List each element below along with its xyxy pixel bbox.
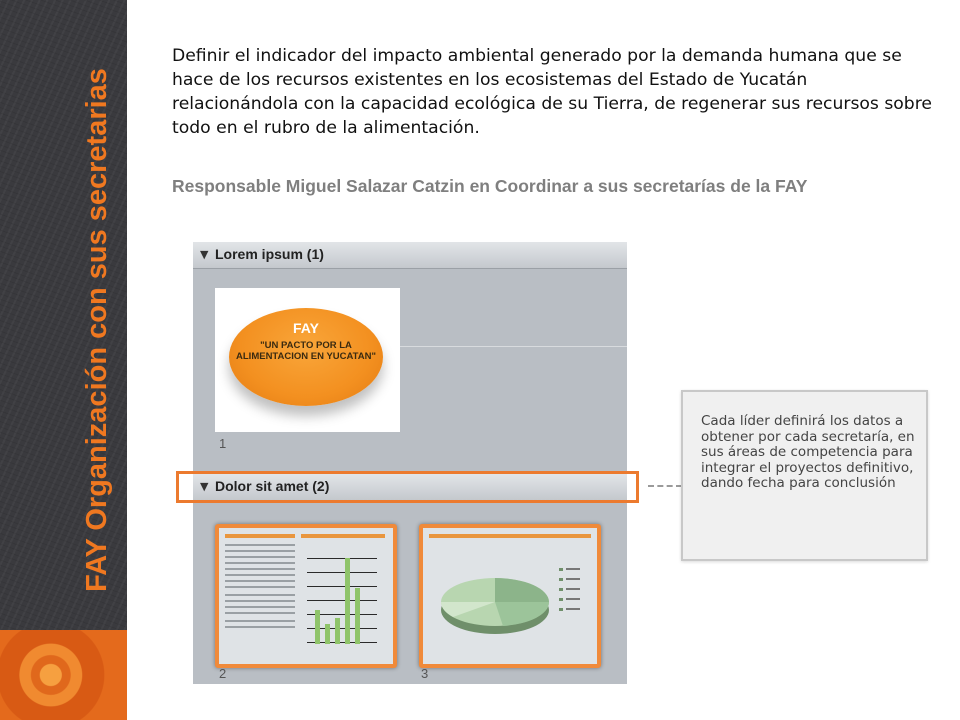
- slide-thumbnail-3[interactable]: [419, 524, 601, 668]
- callout-box: [681, 390, 928, 561]
- section-header-label: Lorem ipsum (1): [215, 246, 324, 262]
- pie-chart-thumbnail-icon: [423, 528, 597, 664]
- disclosure-triangle-icon[interactable]: ▼: [200, 480, 209, 493]
- disclosure-triangle-icon[interactable]: ▼: [200, 248, 209, 261]
- table-chart-thumbnail-icon: [219, 528, 393, 664]
- divider-line: [400, 346, 627, 347]
- slide-number: 1: [219, 436, 227, 451]
- fay-logo-slogan: "UN PACTO POR LA ALIMENTACION EN YUCATAN": [236, 340, 376, 362]
- section-highlight-frame: [176, 471, 639, 503]
- slide-thumbnail-2[interactable]: [215, 524, 397, 668]
- responsible-line: Responsable Miguel Salazar Catzin en Coordinar a sus secretarías de la FAY: [172, 176, 808, 196]
- sidebar-orange-decoration: [0, 630, 127, 720]
- section-header-label: Dolor sit amet (2): [215, 478, 330, 494]
- left-sidebar: [0, 0, 127, 720]
- fay-logo-word: FAY: [293, 320, 319, 336]
- sidebar-title: FAY Organización con sus secretarias: [80, 68, 113, 592]
- objective-description: Definir el indicador del impacto ambiental generado por la demanda humana que se hace de los recursos existentes en los ecosistemas del Estado de Yucatán relacionándola con la capacidad ecológica de su Tierra, de regenerar sus recursos sobre todo en el rubro de la alimentación.: [172, 46, 932, 138]
- callout-connector: [648, 485, 682, 487]
- section-header-lorem-ipsum[interactable]: [193, 242, 627, 269]
- slide-thumbnail-1[interactable]: [215, 288, 400, 432]
- slide-number: 3: [421, 666, 429, 681]
- slide-sorter-panel: [193, 242, 627, 684]
- fay-logo: [229, 308, 383, 406]
- slide-number: 2: [219, 666, 227, 681]
- callout-text: Cada líder definirá los datos a obtener por cada secretaría, en sus áreas de competencia para integrar el proyectos definitivo, dando fecha para conclusión: [701, 413, 915, 491]
